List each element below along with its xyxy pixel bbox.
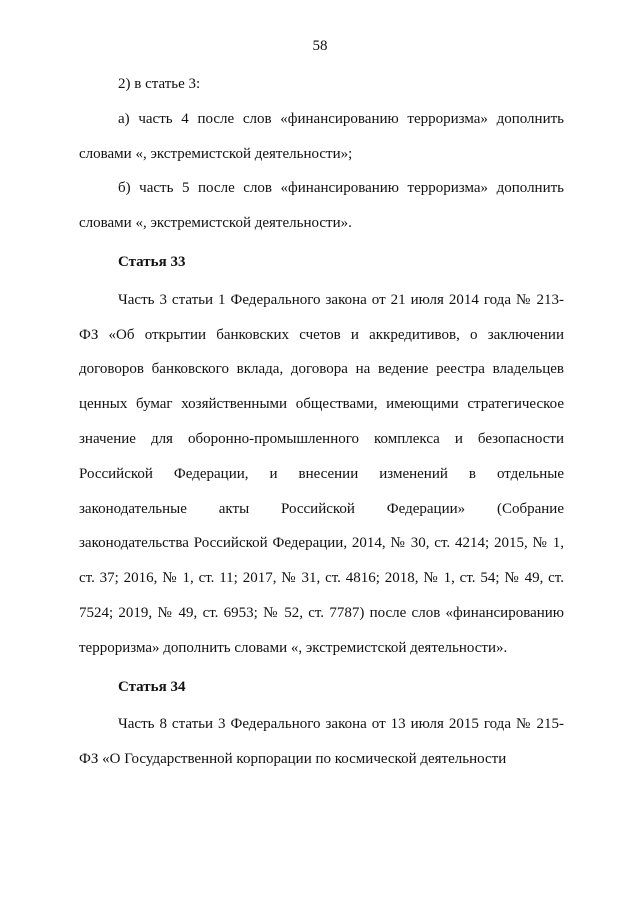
paragraph-article-3-intro: 2) в статье 3: (118, 76, 201, 92)
page-number: 58 (312, 38, 328, 54)
heading-article-34: Статья 34 (118, 678, 186, 695)
document-body (79, 67, 564, 777)
paragraph-article-33-text: Часть 3 статьи 1 Федерального закона от 21 июля 2014 года № 213-ФЗ «Об открытии банковских счетов и аккредитивов, о заключении договоров банковского вклада, договора на ведение реестра владельцев ценных бумаг хозяйственными обществами, имеющими стратегическое значение для оборонно-промышленного комплекса и безопасности Российской Федерации, и внесении изменений в отдельные законодательные акты Российской Федерации» (Собрание законодательства Российской Федерации, 2014, № 30, ст. 4214; 2015, № 1, ст. 37; 2016, № 1, ст. 11; 2017, № 31, ст. 4816; 2018, № 1, ст. 54; № 49, ст. 7524; 2019, № 49, ст. 6953; № 52, ст. 7787) после слов «финансированию терроризма» дополнить словами «, экстремистской деятельности». (79, 291, 564, 656)
paragraph-article-3-part-4: а) часть 4 после слов «финансированию терроризма» дополнить словами «, экстремистской деятельности»; (79, 110, 564, 162)
paragraph-article-3-part-5: б) часть 5 после слов «финансированию терроризма» дополнить словами «, экстремистской деятельности». (79, 180, 564, 232)
heading-article-33: Статья 33 (118, 253, 186, 270)
paragraph-article-34-text: Часть 8 статьи 3 Федерального закона от 13 июля 2015 года № 215-ФЗ «О Государственной корпорации по космической деятельности (79, 716, 564, 768)
